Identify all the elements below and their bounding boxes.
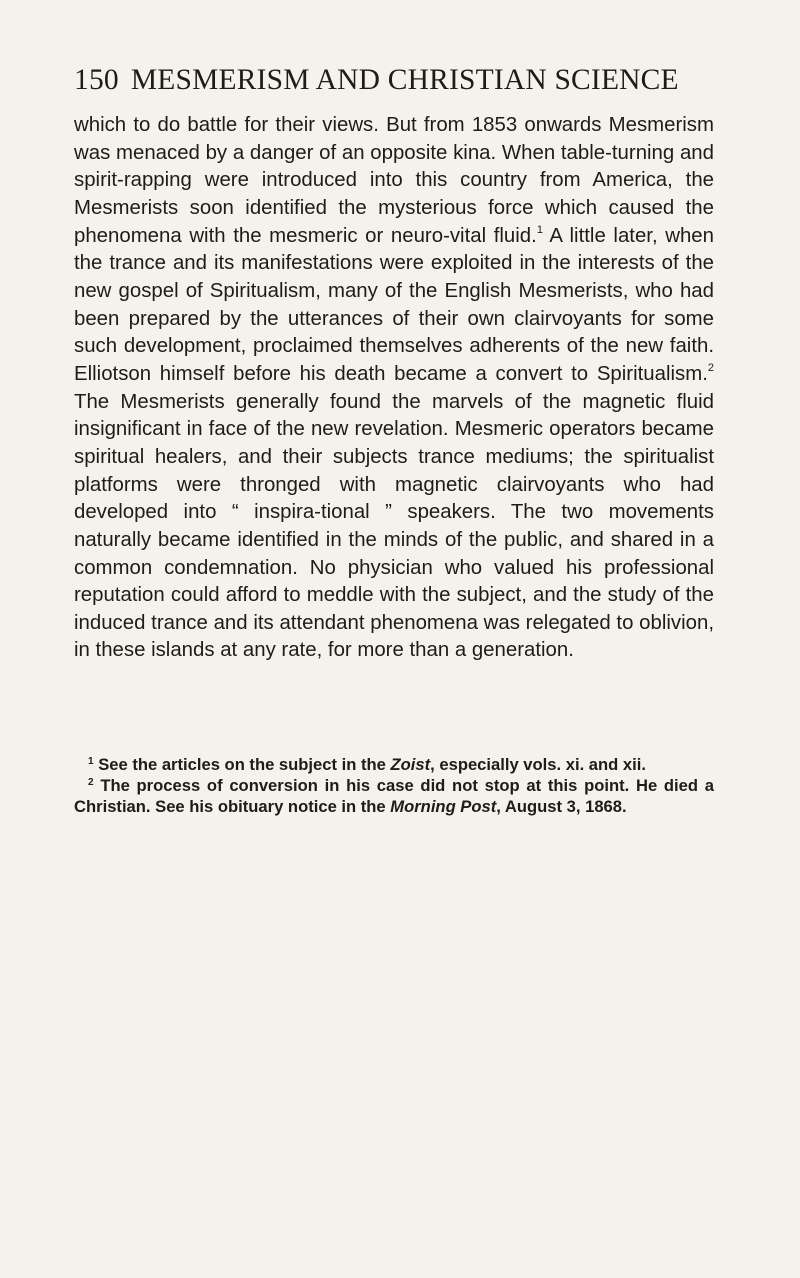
footnote-text: , August 3, 1868. — [496, 797, 627, 817]
footnote-italic-title: Zoist — [390, 755, 431, 774]
footnote-mark: 1 — [88, 756, 94, 767]
footnote-reference: 2 — [707, 361, 714, 374]
page-number: 150 — [74, 64, 119, 96]
footnote-text: See the articles on the subject in the — [98, 755, 391, 774]
running-title: MESMERISM AND CHRISTIAN SCIENCE — [130, 64, 679, 96]
body-text-part: which to do battle for their views. But from 1853 onwards Mesmerism was menaced by a danger of an opposite kina. When table-turning and spirit-rapping were introduced into this country from America, the Mesmerists soon identified the mysterious force which caused the phenomena with the mesmeric or neuro-vital fluid. — [74, 114, 714, 247]
body-text-part: A little later, when the trance and its manifestations were exploited in the interests of the new gospel of Spiritualism, many of the English Mesmerists, who had been prepared by the utterances of their own clairvoyants for some such development, proclaimed themselves adherents of the new faith. Elliotson himself before his death became a convert to Spiritualism. — [74, 224, 714, 385]
footnote-text: The process of conversion in his case did not stop at this point. He died a Christian. See his obituary notice in the — [74, 776, 714, 817]
running-header — [74, 62, 714, 98]
footnotes — [74, 754, 714, 818]
body-paragraph — [74, 112, 714, 665]
body-text-part: The Mesmerists generally found the marvels of the magnetic fluid insignificant in face of the new revelation. Mesmeric operators became spiritual healers, and their subjects trance mediums; the spiritualist platforms were thronged with magnetic clairvoyants who had developed into “ inspira-tional ” speakers. The two movements naturally became identified in the minds of the public, and shared in a common condemnation. No physician who valued his professional reputation could afford to meddle with the subject, and the study of the induced trance and its attendant phenomena was relegated to oblivion, in these islands at any rate, for more than a generation. — [74, 390, 714, 662]
footnote-reference: 1 — [536, 223, 543, 236]
footnote-italic-title: Morning Post — [390, 797, 497, 817]
footnote-mark: 2 — [88, 777, 94, 789]
footnote-text: , especially vols. xi. and xii. — [430, 755, 646, 774]
footnote — [74, 775, 714, 817]
footnote — [74, 754, 714, 775]
